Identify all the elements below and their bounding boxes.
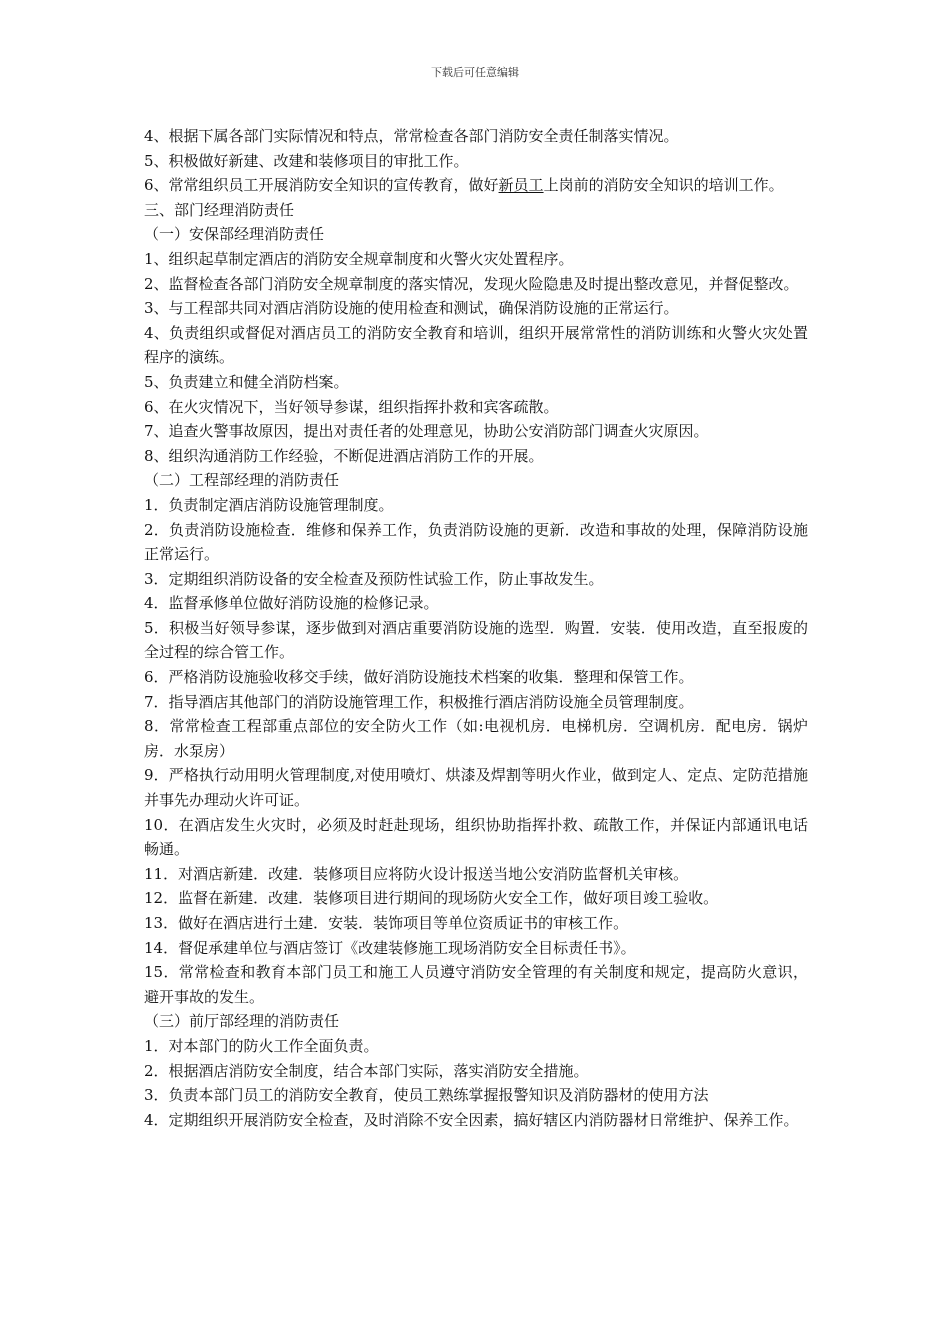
list-item: 5、积极做好新建、改建和装修项目的审批工作。 xyxy=(144,151,469,170)
section-heading: 三、部门经理消防责任 xyxy=(144,200,295,219)
document-body xyxy=(144,124,808,1132)
list-item: 10．在酒店发生火灾时，必须及时赶赴现场，组织协助指挥扑救、疏散工作，并保证内部通讯电话畅通。 xyxy=(144,815,808,859)
list-item: 2．负责消防设施检查．维修和保养工作，负责消防设施的更新．改造和事故的处理，保障消防设施正常运行。 xyxy=(144,520,808,564)
list-item: 7．指导酒店其他部门的消防设施管理工作，积极推行酒店消防设施全员管理制度。 xyxy=(144,692,694,711)
list-item xyxy=(144,173,808,198)
list-item: 12．监督在新建．改建．装修项目进行期间的现场防火安全工作，做好项目竣工验收。 xyxy=(144,889,719,908)
list-item: 11．对酒店新建．改建．装修项目应将防火设计报送当地公安消防监督机关审核。 xyxy=(144,864,689,883)
list-item: 13．做好在酒店进行土建．安装．装饰项目等单位资质证书的审核工作。 xyxy=(144,914,629,932)
list-item: 3、与工程部共同对酒店消防设施的使用检查和测试，确保消防设施的正常运行。 xyxy=(144,299,679,318)
list-item: 4．定期组织开展消防安全检查，及时消除不安全因素，搞好辖区内消防器材日常维护、保养工作。 xyxy=(144,1110,799,1129)
list-item-text: 6、常常组织员工开展消防安全知识的宣传教育，做好 xyxy=(144,176,499,195)
list-item: 15．常常检查和教育本部门员工和施工人员遵守消防安全管理的有关制度和规定，提高防火意识，避开事故的发生。 xyxy=(144,963,808,1006)
list-item: 2．根据酒店消防安全制度，结合本部门实际，落实消防安全措施。 xyxy=(144,1061,589,1080)
subsection-heading: （三）前厅部经理的消防责任 xyxy=(144,1012,340,1031)
list-item: 8、组织沟通消防工作经验，不断促进酒店消防工作的开展。 xyxy=(144,446,544,465)
list-item: 2、监督检查各部门消防安全规章制度的落实情况，发现火险隐患及时提出整改意见，并督促整改。 xyxy=(144,274,799,293)
list-item: 9．严格执行动用明火管理制度,对使用喷灯、烘漆及焊割等明火作业，做到定人、定点、定防范措施并事先办理动火许可证。 xyxy=(144,766,808,810)
list-item: 3．定期组织消防设备的安全检查及预防性试验工作，防止事故发生。 xyxy=(144,569,604,588)
list-item: 5．积极当好领导参谋，逐步做到对酒店重要消防设施的选型．购置．安装．使用改造，直至报废的全过程的综合管工作。 xyxy=(144,618,808,662)
list-item: 1．对本部门的防火工作全面负责。 xyxy=(144,1036,379,1055)
list-item: 4、根据下属各部门实际情况和特点，常常检查各部门消防安全责任制落实情况。 xyxy=(144,127,679,145)
list-item: 1．负责制定酒店消防设施管理制度。 xyxy=(144,495,394,514)
list-item: 4．监督承修单位做好消防设施的检修记录。 xyxy=(144,594,439,613)
list-item: 6．严格消防设施验收移交手续，做好消防设施技术档案的收集．整理和保管工作。 xyxy=(144,668,694,687)
subsection-heading: （二）工程部经理的消防责任 xyxy=(144,471,340,490)
list-item: 4、负责组织或督促对酒店员工的消防安全教育和培训，组织开展常常性的消防训练和火警火灾处置程序的演练。 xyxy=(144,323,808,367)
list-item-text: 上岗前的消防安全知识的培训工作。 xyxy=(543,176,784,195)
new-employee-link[interactable]: 新员工 xyxy=(498,176,544,195)
list-item: 3．负责本部门员工的消防安全教育，使员工熟练掌握报警知识及消防器材的使用方法 xyxy=(144,1086,709,1105)
subsection-heading: （一）安保部经理消防责任 xyxy=(144,225,325,244)
page-header: 下载后可任意编辑 xyxy=(431,66,519,79)
list-item: 8．常常检查工程部重点部位的安全防火工作（如:电视机房．电梯机房．空调机房．配电房．锅炉房．水泵房） xyxy=(144,717,808,760)
list-item: 7、追查火警事故原因，提出对责任者的处理意见，协助公安消防部门调查火灾原因。 xyxy=(144,422,709,441)
list-item: 6、在火灾情况下，当好领导参谋，组织指挥扑救和宾客疏散。 xyxy=(144,397,559,416)
list-item: 5、负责建立和健全消防档案。 xyxy=(144,372,349,391)
list-item: 1、组织起草制定酒店的消防安全规章制度和火警火灾处置程序。 xyxy=(144,249,574,268)
list-item: 14．督促承建单位与酒店签订《改建装修施工现场消防安全目标责任书》。 xyxy=(144,938,636,957)
